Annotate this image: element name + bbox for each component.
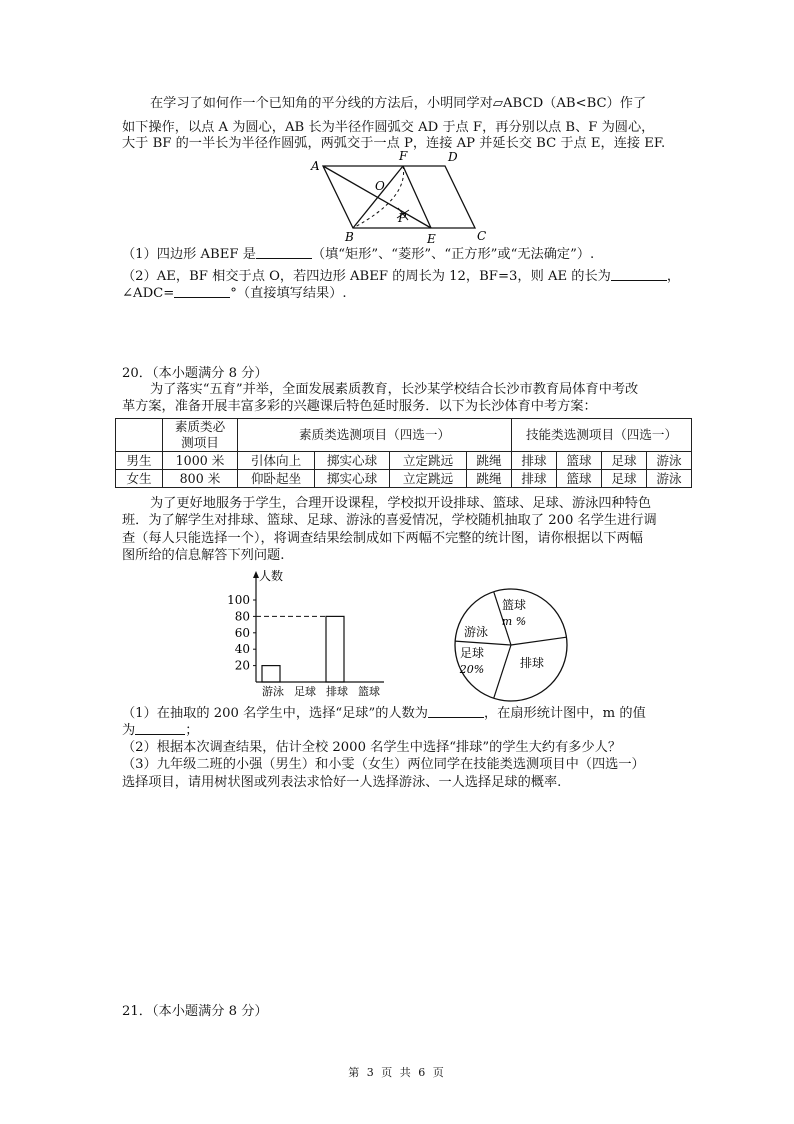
answer-blank[interactable] <box>256 246 312 259</box>
table-corner-cell <box>116 419 163 452</box>
answer-blank[interactable] <box>174 285 230 298</box>
label-b: B <box>345 230 354 244</box>
q19-part-1-text-b: （填“矩形”、“菱形”、“正方形”或“无法确定”）. <box>311 247 595 262</box>
y-tick-label: 40 <box>234 642 250 657</box>
table-cell: 立定跳远 <box>390 452 467 470</box>
table-row <box>116 452 692 470</box>
y-tick-label: 60 <box>234 625 250 640</box>
label-c: C <box>477 229 487 243</box>
q19-part-1-text-a: （1）四边形 ABEF 是 <box>122 247 256 262</box>
table-cell: 仰卧起坐 <box>238 470 315 488</box>
exam-scheme-table <box>115 418 692 488</box>
x-tick-label: 足球 <box>294 685 316 698</box>
table-cell: 篮球 <box>557 452 602 470</box>
y-axis-label: 人数 <box>259 569 284 583</box>
table-header-required <box>163 419 238 452</box>
table-cell: 跳绳 <box>467 470 512 488</box>
table-cell: 排球 <box>512 470 557 488</box>
pie-slice-divider <box>455 641 511 645</box>
table-row <box>116 470 692 488</box>
table-cell: 女生 <box>116 470 163 488</box>
q20-question-1-cont <box>122 722 198 739</box>
q20-para1-line-2: 革方案，准备开展丰富多彩的兴趣课后特色延时服务．以下为长沙体育中考方案： <box>122 399 597 414</box>
q20-para2-line-1: 为了更好地服务于学生，合理开设课程，学校拟开设排球、篮球、足球、游泳四种特色 <box>150 496 652 511</box>
q20-question-1 <box>122 705 646 722</box>
pie-slice-divider <box>494 645 511 698</box>
q19-part-2-text-d: °（直接填写结果）. <box>230 286 347 301</box>
segment-ae <box>323 166 431 228</box>
x-tick-label: 游泳 <box>262 685 284 698</box>
table-header-required-line-1: 素质类必 <box>174 419 226 434</box>
bar <box>262 666 280 682</box>
q20-question-3-line-2: 选择项目，请用树状图或列表法求恰好一人选择游泳、一人选择足球的概率. <box>122 775 562 790</box>
pie-chart <box>450 585 572 705</box>
bar-chart <box>222 566 392 701</box>
table-cell: 800 米 <box>163 470 238 488</box>
x-tick-label: 篮球 <box>358 685 380 698</box>
q19-part-2-angle <box>122 285 347 302</box>
q20-para2-line-3: 查（每人只能选择一个），将调查结果绘制成如下两幅不完整的统计图，请你根据以下两幅 <box>122 531 643 546</box>
label-e: E <box>427 232 436 246</box>
label-p: P <box>398 211 407 225</box>
answer-blank[interactable] <box>135 722 185 735</box>
segment-bf <box>353 166 403 228</box>
label-d: D <box>448 150 458 164</box>
q19-intro-line-3: 大于 BF 的一半长为半径作圆弧，两弧交于一点 P，连接 AP 并延长交 BC 于点 E，连接 EF. <box>122 136 666 151</box>
q20-q1-text-c: 为 <box>122 723 136 738</box>
table-cell: 游泳 <box>647 470 692 488</box>
q19-intro-line-2: 如下操作，以点 A 为圆心，AB 长为半径作圆弧交 AD 于点 F，再分别以点 B、F 为圆心， <box>122 120 655 135</box>
table-cell: 足球 <box>602 470 647 488</box>
table-cell: 排球 <box>512 452 557 470</box>
pie-slice-label: 足球 <box>459 646 485 660</box>
pie-slice-value: 20% <box>459 663 485 676</box>
q20-para2-line-4: 图所给的信息解答下列问题. <box>122 548 285 563</box>
q20-para1-line-1: 为了落实“五育”并举，全面发展素质教育，长沙某学校结合长沙市教育局体育中考改 <box>150 382 639 397</box>
table-header-required-line-2: 测项目 <box>181 435 219 450</box>
table-cell: 1000 米 <box>163 452 238 470</box>
pie-slice-value: m % <box>501 615 527 628</box>
table-cell: 立定跳远 <box>390 470 467 488</box>
table-cell: 篮球 <box>557 470 602 488</box>
x-tick-label: 排球 <box>326 685 348 698</box>
answer-blank[interactable] <box>611 268 667 281</box>
q20-q1-text-d: ； <box>185 723 199 738</box>
q20-q1-text-b: ，在扇形统计图中，m 的值 <box>484 706 646 721</box>
table-cell: 掷实心球 <box>315 470 390 488</box>
q21-header: 21．（本小题满分 8 分） <box>122 1004 268 1019</box>
q20-para2-line-2: 班．为了解学生对排球、篮球、足球、游泳的喜爱情况，学校随机抽取了 200 名学生进行调 <box>122 513 657 528</box>
pie-slice-label: 排球 <box>519 656 545 670</box>
label-f: F <box>399 149 408 163</box>
q19-part-2 <box>122 268 680 285</box>
y-tick-label: 100 <box>227 593 250 607</box>
pie-slice-label: 篮球 <box>501 598 527 612</box>
q19-intro-line-1: 在学习了如何作一个已知角的平分线的方法后，小明同学对▱ABCD（AB<BC）作了 <box>150 96 647 111</box>
q20-question-3-line-1: （3）九年级二班的小强（男生）和小雯（女生）两位同学在技能类选测项目中（四选一） <box>122 757 645 772</box>
pie-slice-label: 游泳 <box>463 625 489 639</box>
table-cell: 男生 <box>116 452 163 470</box>
page-footer: 第 3 页 共 6 页 <box>348 1066 446 1079</box>
y-tick-label: 80 <box>234 609 250 624</box>
y-tick-label: 20 <box>234 658 250 673</box>
q19-part-2-text-c: ∠ADC= <box>122 286 175 301</box>
q20-question-2: （2）根据本次调查结果，估计全校 2000 名学生中选择“排球”的学生大约有多少人？ <box>122 740 622 755</box>
answer-blank[interactable] <box>428 705 484 718</box>
label-o: O <box>375 179 385 193</box>
q19-part-2-text-b: ， <box>666 269 681 284</box>
table-cell: 足球 <box>602 452 647 470</box>
table-header-quality: 素质类选测项目（四选一） <box>238 419 512 452</box>
pie-slice-divider <box>511 637 566 645</box>
bar <box>326 616 344 682</box>
table-cell: 引体向上 <box>238 452 315 470</box>
q20-header: 20．（本小题满分 8 分） <box>122 366 268 381</box>
table-cell: 跳绳 <box>467 452 512 470</box>
table-header-skill: 技能类选测项目（四选一） <box>512 419 692 452</box>
table-cell: 掷实心球 <box>315 452 390 470</box>
label-a: A <box>311 159 320 173</box>
table-cell: 游泳 <box>647 452 692 470</box>
q19-part-1 <box>122 246 594 263</box>
parallelogram-figure <box>305 146 495 248</box>
q20-q1-text-a: （1）在抽取的 200 名学生中，选择“足球”的人数为 <box>122 706 428 721</box>
q19-part-2-text-a: （2）AE，BF 相交于点 O，若四边形 ABEF 的周长为 12，BF=3，则 AE 的长为 <box>122 269 611 284</box>
